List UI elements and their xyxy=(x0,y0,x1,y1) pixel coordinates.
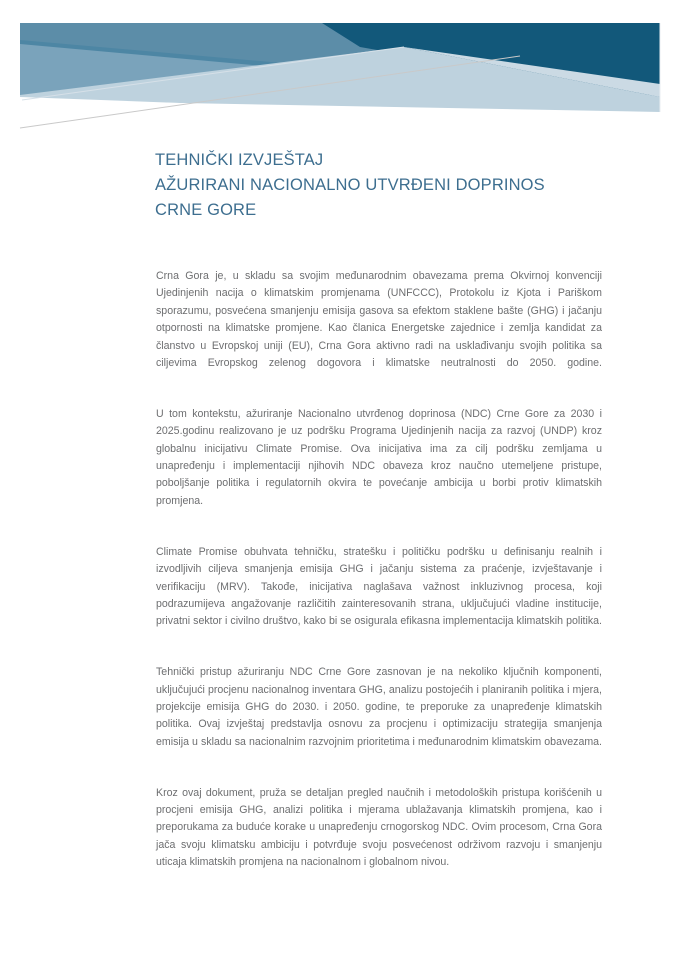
banner-shape-white-lower xyxy=(20,100,660,113)
header-banner-graphic xyxy=(0,0,679,140)
banner-shape-muted-blue xyxy=(20,44,330,112)
body-paragraph-4: Tehnički pristup ažuriranju NDC Crne Gore zasnovan je na nekoliko ključnih komponenti, uključujući procjenu nacionalnog inventara GHG, analizu postojećih i planiranih politika i mjera, projekcije emisija GHG do 2030. i 2050. godine, te preporuke za unapređenje klimatskih politika. Ovaj izvještaj predstavlja osnovu za procjenu i optimizaciju strategija smanjenja emisija u skladu sa nacionalnim razvojnim prioritetima i međunarodnim klimatskim obavezama. xyxy=(156,666,602,748)
body-paragraph-2: U tom kontekstu, ažuriranje Nacionalno utvrđenog doprinosa (NDC) Crne Gore za 2030 i 2025.godinu realizovano je uz podršku Programa Ujedinjenih nacija za razvoj (UNDP) kroz globalnu inicijativu Climate Promise. Ova inicijativa ima za cilj podršku zemljama u unapređenju i implementaciji njihovih NDC obaveza kroz naučno utemeljene pristupe, poboljšanje politika i regulatornih okvira te povećanje ambicija u borbi protiv klimatskih promjena. xyxy=(156,407,602,507)
body-paragraph-1: Crna Gora je, u skladu sa svojim međunarodnim obavezama prema Okvirnoj konvenciji Ujedinjenih nacija o klimatskim promjenama (UNFCCC), Protokolu iz Kjota i Pariškom sporazumu, posvećena smanjenju emisija gasova sa efektom staklene bašte (GHG) i jačanju otpornosti na klimatske promjene. Kao članica Energetske zajednice i zemlja kandidat za članstvo u Evropskoj uniji (EU), Crna Gora aktivno radi na usklađivanju svojih politika sa ciljevima Evropskog zelenog dogovora i klimatske neutralnosti do 2050. godine. xyxy=(156,270,602,370)
body-paragraph-5: Kroz ovaj dokument, pruža se detaljan pregled naučnih i metodoloških pristupa korišćenih u procjeni emisija GHG, analizi politika i mjerama ublažavanja klimatskih promjena, kao i preporukama za buduće korake u unapređenju crnogorskog NDC. Ovim procesom, Crna Gora jača svoju klimatsku ambiciju i potvrđuje svoju posvećenost održivom razvoju i smanjenju uticaja klimatskih promjena na nacionalnom i globalnom nivou. xyxy=(156,786,602,869)
banner-shape-dark-navy xyxy=(322,23,660,100)
banner-hairline-inner xyxy=(22,47,404,100)
banner-shape-white-sweep xyxy=(20,97,420,112)
page-title xyxy=(155,148,625,223)
body-paragraph-3: Climate Promise obuhvata tehničku, stratešku i političku podršku u definisanju realnih i izvodljivih ciljeva smanjenja emisija GHG i jačanju sistema za praćenje, izvještavanje i verifikaciju (MRV). Takođe, inicijativa naglašava važnost inkluzivnog procesa, koji podrazumijeva angažovanje različitih zainteresovanih strana, uključujući vladine institucije, privatni sektor i civilno društvo, kako bi se osigurala efikasna implementacija klimatskih politika. xyxy=(156,545,602,628)
banner-shape-light-blue xyxy=(404,47,660,97)
banner-shape-pale-blue xyxy=(20,47,660,112)
banner-shape-mid-blue xyxy=(20,40,660,112)
document-body xyxy=(156,268,602,872)
banner-hairline xyxy=(20,56,520,128)
banner-shape-steel-blue xyxy=(20,23,660,112)
title-line-1: TEHNIČKI IZVJEŠTAJ xyxy=(155,151,324,169)
title-line-3: CRNE GORE xyxy=(155,201,257,219)
header-banner xyxy=(0,0,679,140)
title-line-2: AŽURIRANI NACIONALNO UTVRĐENI DOPRINOS xyxy=(155,176,545,194)
